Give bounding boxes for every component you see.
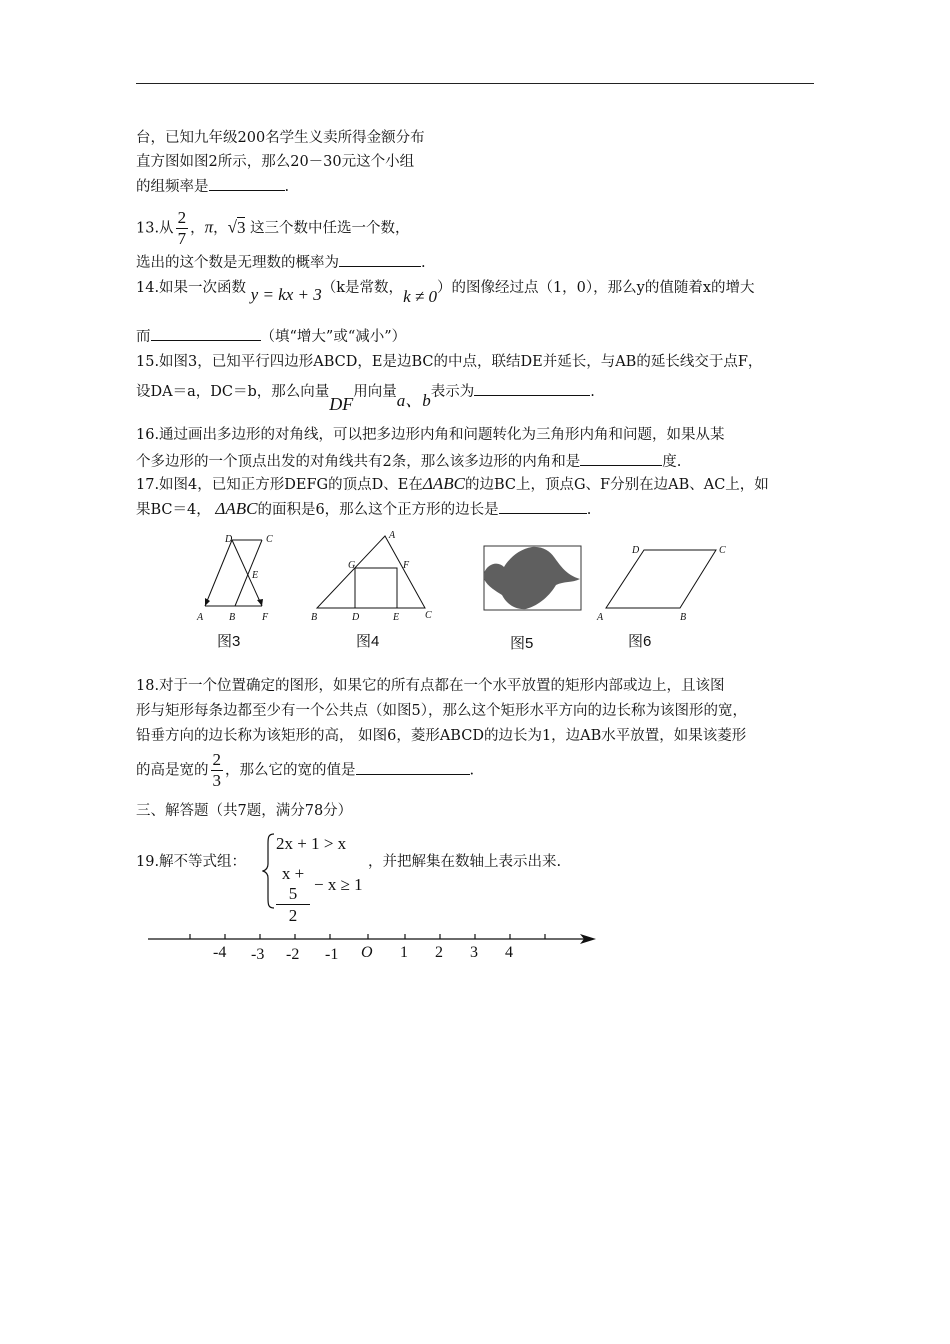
q18-line2: 形与矩形每条边都至少有一个公共点（如图5），那么这个矩形水平方向的边长称为该图形的宽， — [136, 703, 747, 719]
brace-icon — [262, 832, 276, 910]
q14-line1: 14.如果一次函数 y = kx + 3（k是常数，k ≠ 0）的图像经过点（1，0），那么y的值随着x的增大 — [136, 280, 755, 306]
fig5-caption: 图5 — [510, 635, 534, 652]
fig6-label-C: C — [719, 545, 726, 556]
tick-label-neg1: -1 — [325, 946, 339, 963]
tick-label-3: 3 — [470, 944, 478, 961]
q17-line2: 果BC＝4， ΔABC的面积是6，那么这个正方形的边长是 . — [136, 499, 592, 518]
q15-line1: 15.如图3，已知平行四边形ABCD，E是边BC的中点，联结DE并延长，与AB的延长线交于点F， — [136, 354, 763, 370]
q12-line1: 台，已知九年级200名学生义卖所得金额分布 — [136, 130, 425, 146]
answer-blank — [356, 760, 470, 775]
fig6-caption: 图6 — [628, 633, 652, 650]
answer-blank — [339, 252, 421, 267]
q13-line1: 13.从 $\frac{2}{7}$ ，π，√3 这三个数中任选一个数， — [136, 208, 410, 248]
fig3-label-B: B — [229, 612, 236, 623]
fig4-label-A: A — [389, 530, 396, 541]
header-rule — [136, 83, 814, 84]
figure-3-parallelogram — [190, 530, 280, 630]
q18-line3: 铅垂方向的边长称为该矩形的高， 如图6，菱形ABCD的边长为1，边AB水平放置，如果该菱形 — [136, 728, 747, 744]
figure-4-triangle-square — [305, 528, 440, 628]
q16-line2: 个多边形的一个顶点出发的对角线共有2条，那么该多边形的内角和是 度. — [136, 451, 681, 472]
fraction-2-3: $\frac{2}{3}$ — [212, 750, 221, 790]
answer-blank — [499, 499, 587, 514]
tick-label-2: 2 — [435, 944, 443, 961]
q12-line3: 的组频率是 . — [136, 176, 289, 197]
fig6-label-A: A — [597, 612, 604, 623]
fig3-label-C: C — [266, 534, 273, 545]
inequality-2-tail: − x ≥ 1 — [314, 875, 363, 894]
figure-6-rhombus — [592, 540, 732, 625]
q19-prefix: 19.解不等式组： — [136, 854, 247, 870]
answer-blank — [209, 176, 285, 191]
section-3-heading: 三、解答题（共7题，满分78分） — [136, 803, 353, 819]
q15-line2: 设DA＝a，DC＝b，那么向量DF用向量a、b表示为 . — [136, 380, 595, 402]
tick-label-neg4: -4 — [213, 944, 227, 961]
inequality-1: 2x + 1 > x — [276, 834, 347, 853]
q18-line1: 18.对于一个位置确定的图形，如果它的所有点都在一个水平放置的矩形内部或边上，且该图 — [136, 678, 725, 694]
fig6-label-B: B — [680, 612, 687, 623]
q14-line2: 而 （填“增大”或“减小”） — [136, 326, 406, 347]
fig4-label-C: C — [425, 610, 432, 621]
fig4-label-D: D — [352, 612, 360, 623]
tick-label-neg3: -3 — [251, 946, 265, 963]
fraction-2-7: $\frac{2}{7}$ — [177, 208, 187, 248]
fig4-label-B: B — [311, 612, 318, 623]
q13-line2: 选出的这个数是无理数的概率为 . — [136, 252, 426, 273]
q19-suffix: ，并把解集在数轴上表示出来. — [368, 854, 562, 870]
tick-label-origin: O — [361, 944, 373, 961]
fig4-caption: 图4 — [356, 633, 380, 650]
q17-line1: 17.如图4，已知正方形DEFG的顶点D、E在ΔABC的边BC上，顶点G、F分别在边AB、AC上，如 — [136, 474, 769, 493]
q18-line4: 的高是宽的 $\frac{2}{3}$ ，那么它的宽的值是 . — [136, 750, 475, 790]
fig4-label-E: E — [393, 612, 400, 623]
inequality-2-fraction: x + 5 2 — [276, 864, 310, 927]
tick-label-1: 1 — [400, 944, 408, 961]
fig3-caption: 图3 — [217, 633, 241, 650]
fig3-label-F: F — [262, 612, 269, 623]
fig4-label-G: G — [348, 560, 356, 571]
q16-line1: 16.通过画出多边形的对角线，可以把多边形内角和问题转化为三角形内角和问题，如果从某 — [136, 427, 725, 443]
tick-label-4: 4 — [505, 944, 513, 961]
fig3-label-E: E — [252, 570, 259, 581]
answer-blank — [580, 451, 662, 466]
figure-5-shape-in-rectangle — [480, 543, 586, 613]
fig6-label-D: D — [632, 545, 640, 556]
fig3-label-A: A — [197, 612, 204, 623]
answer-blank — [151, 326, 261, 341]
q12-line2: 直方图如图2所示，那么20－30元这个小组 — [136, 154, 415, 170]
fig4-label-F: F — [403, 560, 410, 571]
answer-blank — [474, 381, 590, 396]
fig3-label-D: D — [225, 534, 233, 545]
tick-label-neg2: -2 — [286, 946, 300, 963]
